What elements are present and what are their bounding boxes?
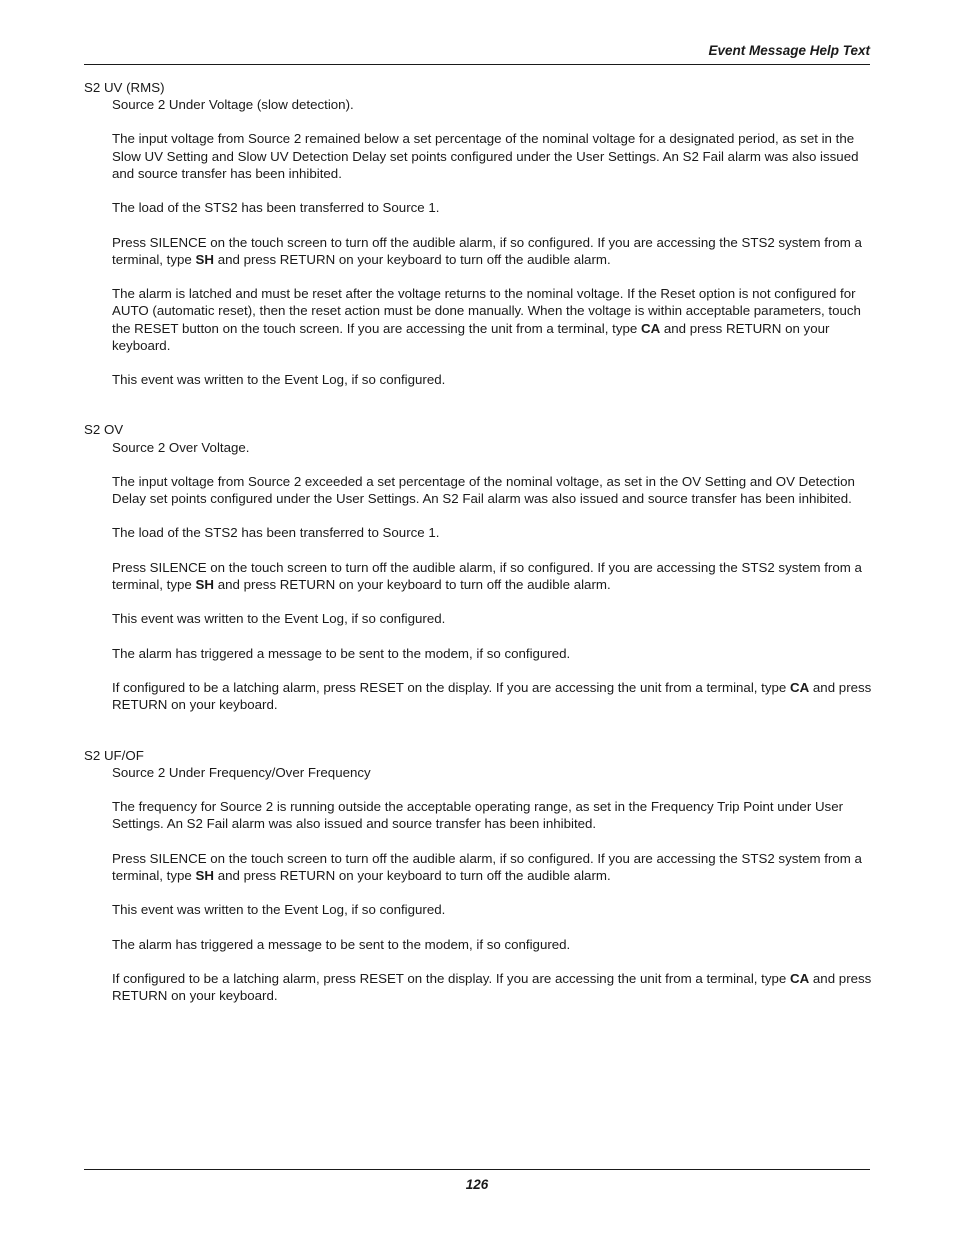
page-number: 126 (465, 1177, 489, 1192)
event-description: The frequency for Source 2 is running outside the acceptable operating range, as set in the Frequency Trip Point under User Settings. An S2 Fail alarm was also issued and source transfer has been inhibited. (112, 798, 844, 832)
event-log-note: This event was written to the Event Log, if so configured. (112, 372, 446, 388)
latching-reset-instructions: If configured to be a latching alarm, press RESET on the display. If you are accessing the unit from a terminal, type CA and press RETURN on your keyboard. (112, 970, 872, 1004)
silence-instructions: Press SILENCE on the touch screen to turn off the audible alarm, if so configured. If you are accessing the STS2 system from a terminal, type SH and press RETURN on your keyboard to turn off the audible alarm. (112, 850, 862, 883)
event-entry-s2-uf-of (84, 747, 874, 1005)
modem-note: The alarm has triggered a message to be sent to the modem, if so configured. (112, 936, 571, 952)
event-description: The input voltage from Source 2 exceeded a set percentage of the nominal voltage, as set in the OV Setting and OV Detection Delay set points configured under the User Settings. An S2 Fail alarm was also issued and source transfer has been inhibited. (112, 473, 855, 506)
modem-note: The alarm has triggered a message to be sent to the modem, if so configured. (112, 645, 571, 661)
document-body (84, 79, 874, 1037)
footer-rule (84, 1169, 870, 1170)
command-code: SH (195, 576, 214, 592)
reset-instructions: The alarm is latched and must be reset after the voltage returns to the nominal voltage. If the Reset option is not configured for AUTO (automatic reset), then the reset action must be done manually. When the voltage is within acceptable parameters, touch the RESET button on the touch screen. If you are accessing the unit from a terminal, type CA and press RETURN on your keyboard. (112, 286, 861, 353)
silence-instructions: Press SILENCE on the touch screen to turn off the audible alarm, if so configured. If you are accessing the STS2 system from a terminal, type SH and press RETURN on your keyboard to turn off the audible alarm. (112, 559, 862, 592)
latching-reset-instructions: If configured to be a latching alarm, press RESET on the display. If you are accessing the unit from a terminal, type CA and press RETURN on your keyboard. (112, 680, 872, 713)
command-code: CA (640, 320, 661, 336)
command-code: CA (790, 680, 810, 696)
header-rule (84, 64, 870, 65)
event-entry-s2-ov (84, 421, 874, 713)
event-entry-s2-uv-rms (84, 79, 874, 388)
command-code: CA (790, 970, 810, 986)
event-subtitle: Source 2 Under Frequency/Over Frequency (112, 764, 371, 780)
event-subtitle: Source 2 Under Voltage (slow detection). (112, 97, 354, 113)
event-subtitle: Source 2 Over Voltage. (112, 439, 250, 455)
event-title: S2 OV (84, 422, 124, 438)
event-log-note: This event was written to the Event Log, if so configured. (112, 902, 446, 918)
load-transfer-note: The load of the STS2 has been transferred to Source 1. (112, 525, 440, 541)
event-title: S2 UV (RMS) (84, 80, 165, 95)
command-code: SH (195, 251, 214, 267)
event-title: S2 UF/OF (84, 747, 144, 763)
load-transfer-note: The load of the STS2 has been transferred to Source 1. (112, 200, 440, 216)
silence-instructions: Press SILENCE on the touch screen to turn off the audible alarm, if so configured. If you are accessing the STS2 system from a terminal, type SH and press RETURN on your keyboard to turn off the audible alarm. (112, 234, 862, 267)
running-header-title: Event Message Help Text (708, 43, 870, 58)
command-code: SH (195, 867, 214, 883)
event-log-note: This event was written to the Event Log, if so configured. (112, 611, 446, 627)
event-description: The input voltage from Source 2 remained below a set percentage of the nominal voltage for a designated period, as set in the Slow UV Setting and Slow UV Detection Delay set points configured under the User Settings. An S2 Fail alarm was also issued and source transfer has been inhibited. (112, 131, 859, 181)
